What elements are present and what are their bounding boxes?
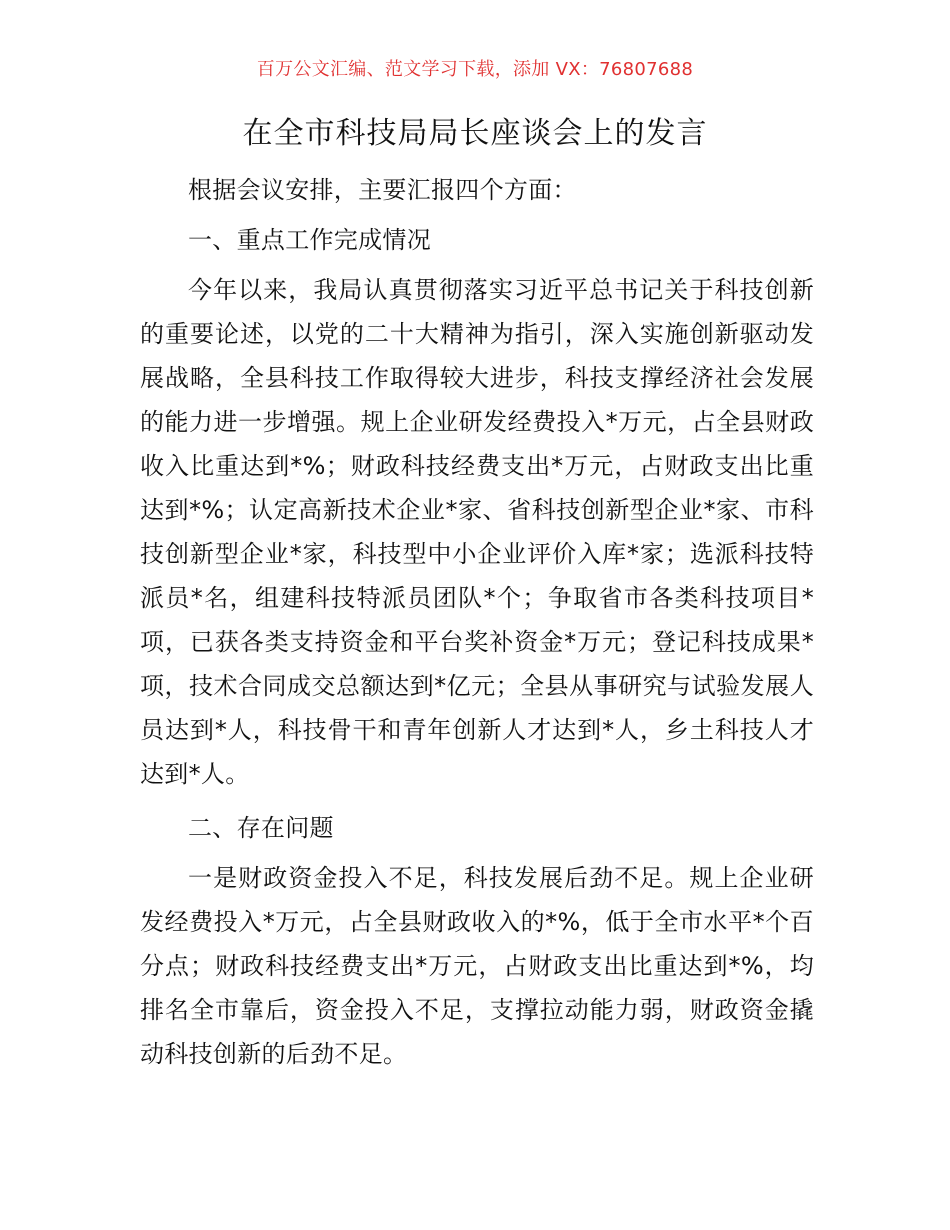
page-title: 在全市科技局局长座谈会上的发言 bbox=[242, 116, 708, 151]
section-1-paragraph: 今年以来，我局认真贯彻落实习近平总书记关于科技创新的重要论述，以党的二十大精神为指引，深入实施创新驱动发展战略，全县科技工作取得较大进步，科技支撑经济社会发展的能力进一步增强。规上企业研发经费投入*万元，占全县财政收入比重达到*%；财政科技经费支出*万元，占财政支出比重达到*%；认定高新技术企业*家、省科技创新型企业*家、市科技创新型企业*家，科技型中小企业评价入库*家；选派科技特派员*名，组建科技特派员团队*个；争取省市各类科技项目*项，已获各类支持资金和平台奖补资金*万元；登记科技成果*项，技术合同成交总额达到*亿元；全县从事研究与试验发展人员达到*人，科技骨干和青年创新人才达到*人，乡土科技人才达到*人。 bbox=[140, 276, 814, 788]
watermark-text: 百万公文汇编、范文学习下载，添加 VX：76807688 bbox=[256, 59, 694, 80]
intro-paragraph: 根据会议安排，主要汇报四个方面： bbox=[188, 176, 577, 204]
section-2-paragraph: 一是财政资金投入不足，科技发展后劲不足。规上企业研发经费投入*万元，占全县财政收入的*%，低于全市水平*个百分点；财政科技经费支出*万元，占财政支出比重达到*%，均排名全市靠后，资金投入不足，支撑拉动能力弱，财政资金撬动科技创新的后劲不足。 bbox=[140, 864, 814, 1068]
section-heading-1: 一、重点工作完成情况 bbox=[188, 226, 431, 254]
document-body bbox=[140, 168, 814, 1076]
section-heading-2: 二、存在问题 bbox=[188, 814, 334, 842]
